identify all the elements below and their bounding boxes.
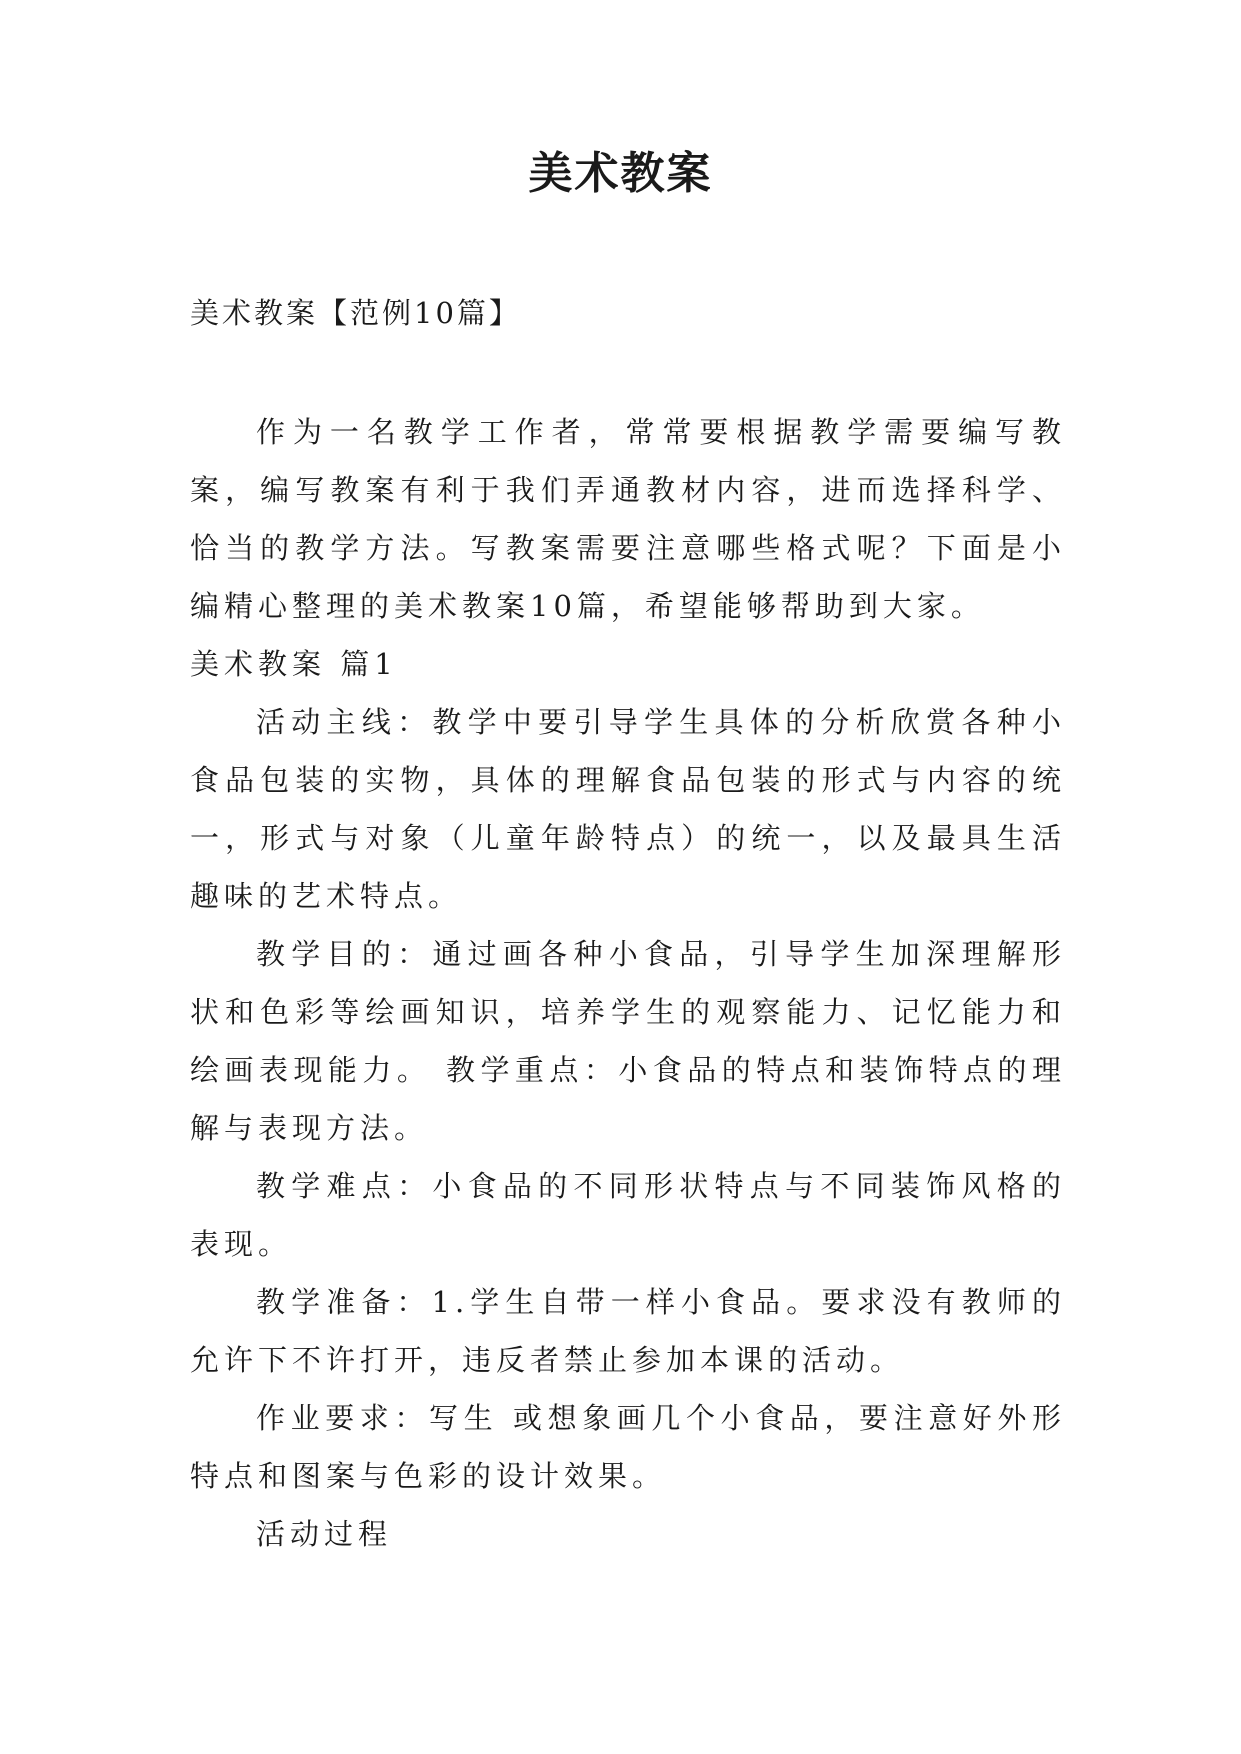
document-subtitle: 美术教案【范例10篇】 xyxy=(190,296,521,330)
document-title: 美术教案 xyxy=(528,148,713,199)
teaching-difficulty-paragraph: 教学难点：小食品的不同形状特点与不同装饰风格的表现。 xyxy=(190,1169,1066,1261)
activity-mainline-paragraph: 活动主线：教学中要引导学生具体的分析欣赏各种小食品包装的实物，具体的理解食品包装的形式与内容的统一，形式与对象（儿童年龄特点）的统一，以及最具生活趣味的艺术特点。 xyxy=(190,705,1066,913)
section-heading: 美术教案 篇1 xyxy=(190,647,398,681)
teaching-preparation-paragraph: 教学准备：1.学生自带一样小食品。要求没有教师的允许下不许打开，违反者禁止参加本课的活动。 xyxy=(190,1285,1066,1377)
homework-paragraph: 作业要求：写生 或想象画几个小食品，要注意好外形特点和图案与色彩的设计效果。 xyxy=(190,1401,1066,1493)
teaching-goal-paragraph: 教学目的：通过画各种小食品，引导学生加深理解形状和色彩等绘画知识，培养学生的观察能力、记忆能力和绘画表现能力。 教学重点：小食品的特点和装饰特点的理解与表现方法。 xyxy=(190,937,1066,1145)
document-body xyxy=(190,403,1066,1563)
activity-process-paragraph: 活动过程 xyxy=(256,1517,393,1551)
intro-paragraph: 作为一名教学工作者，常常要根据教学需要编写教案，编写教案有利于我们弄通教材内容，进而选择科学、恰当的教学方法。写教案需要注意哪些格式呢？下面是小编精心整理的美术教案10篇，希望能够帮助到大家。 xyxy=(190,415,1066,623)
